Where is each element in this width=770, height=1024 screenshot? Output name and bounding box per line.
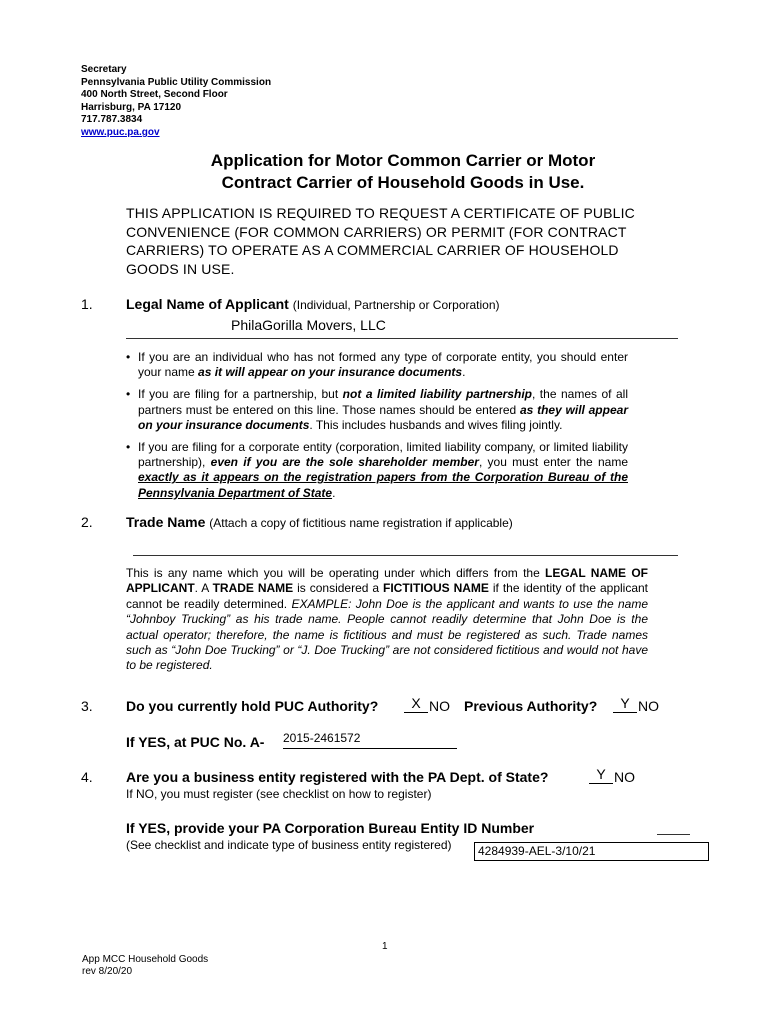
q1-instructions bbox=[126, 350, 628, 508]
q2-sublabel: (Attach a copy of fictitious name registration if applicable) bbox=[209, 516, 513, 530]
intro-text: THIS APPLICATION IS REQUIRED TO REQUEST A CERTIFICATE OF PUBLIC CONVENIENCE (FOR COMMON CARRIERS) OR PERMIT (FOR CONTRACT CARRIERS) TO OPERATE AS A COMMERCIAL CARRIER OF HOUSEHOLD GOODS IN USE. bbox=[126, 205, 635, 277]
q2-label: Trade Name bbox=[126, 514, 206, 530]
address-line: Harrisburg, PA 17120 bbox=[81, 101, 182, 113]
q3-question: Do you currently hold PUC Authority? bbox=[126, 698, 379, 714]
q3-previous-question: Previous Authority? bbox=[464, 698, 598, 714]
list-item: • If you are filing for a corporate entity (corporation, limited liability company, or limited liability partnership), even if you are the sole shareholder member, you must enter the name exactly as it appears on the registration papers from the Corporation Bureau of the Pennsylvania Department of State. bbox=[126, 440, 629, 500]
q3-number: 3. bbox=[81, 698, 93, 714]
trade-name-value[interactable] bbox=[140, 537, 670, 553]
form-footer bbox=[82, 954, 208, 978]
q3-no-label: NO bbox=[429, 698, 450, 714]
trade-name-line bbox=[133, 555, 678, 556]
title-line-2: Contract Carrier of Household Goods in Use. bbox=[221, 173, 585, 192]
entity-id-short-line bbox=[657, 834, 690, 835]
q1-number: 1. bbox=[81, 296, 93, 312]
legal-name-line bbox=[126, 338, 678, 339]
commission-address bbox=[81, 64, 271, 140]
puc-authority-answer[interactable]: X bbox=[404, 696, 428, 713]
q1-sublabel: (Individual, Partnership or Corporation) bbox=[292, 298, 500, 312]
puc-number-input[interactable]: 2015-2461572 bbox=[283, 731, 457, 749]
q1-label: Legal Name of Applicant bbox=[126, 296, 289, 312]
q3-prev-no-label: NO bbox=[638, 698, 659, 714]
website-link[interactable]: www.puc.pa.gov bbox=[81, 126, 160, 138]
list-item: • If you are an individual who has not formed any type of corporate entity, you should enter your name as it will appear on your insurance documents. bbox=[126, 350, 628, 380]
address-line: Pennsylvania Public Utility Commission bbox=[81, 76, 272, 88]
dept-state-answer[interactable]: Y bbox=[589, 767, 613, 784]
bullet-icon: • bbox=[126, 440, 131, 455]
address-line: Secretary bbox=[81, 64, 127, 75]
puc-number-label: If YES, at PUC No. A- bbox=[126, 734, 265, 750]
address-line: 400 North Street, Second Floor bbox=[81, 89, 228, 101]
q4-question: Are you a business entity registered with the PA Dept. of State? bbox=[126, 769, 549, 785]
list-item: • If you are filing for a partnership, but not a limited liability partnership, the names of all partners must be entered on this line. Those names should be entered as they will appear on your insurance documents. This includes husbands and wives filing jointly. bbox=[126, 387, 628, 432]
form-revision: rev 8/20/20 bbox=[82, 966, 133, 977]
q4-if-no-note: If NO, you must register (see checklist on how to register) bbox=[126, 787, 432, 801]
previous-authority-answer[interactable]: Y bbox=[613, 696, 637, 713]
legal-name-value[interactable]: PhilaGorilla Movers, LLC bbox=[231, 317, 386, 333]
entity-id-note: (See checklist and indicate type of business entity registered) bbox=[126, 838, 452, 852]
q4-number: 4. bbox=[81, 769, 93, 785]
phone-number: 717.787.3834 bbox=[81, 114, 143, 126]
entity-id-input[interactable]: 4284939-AEL-3/10/21 bbox=[474, 842, 709, 861]
title-line-1: Application for Motor Common Carrier or Motor bbox=[210, 151, 596, 170]
bullet-icon: • bbox=[126, 350, 131, 364]
bullet-icon: • bbox=[126, 387, 131, 402]
form-name: App MCC Household Goods bbox=[82, 954, 209, 965]
q1-heading bbox=[126, 296, 500, 312]
page-title bbox=[150, 150, 656, 194]
q4-no-label: NO bbox=[614, 769, 635, 785]
q2-number: 2. bbox=[81, 514, 93, 530]
page-number: 1 bbox=[382, 941, 388, 952]
q2-heading bbox=[126, 514, 513, 530]
trade-name-explanation: This is any name which you will be operating under which differs from the LEGAL NAME OF APPLICANT. A TRADE NAME is considered a FICTITIOUS NAME if the identity of the applicant cannot be readily determined. EXAMPLE: John Doe is the applicant and wants to use the name “Johnboy Trucking” as his trade name. People cannot readily determine that John Doe is the actual operator; therefore, the name is fictitious and must be registered as such. Trade names such as “John Doe Trucking” or “J. Doe Trucking” are not considered fictitious and would not have to be registered. bbox=[126, 566, 649, 673]
entity-id-label: If YES, provide your PA Corporation Bureau Entity ID Number bbox=[126, 820, 535, 836]
